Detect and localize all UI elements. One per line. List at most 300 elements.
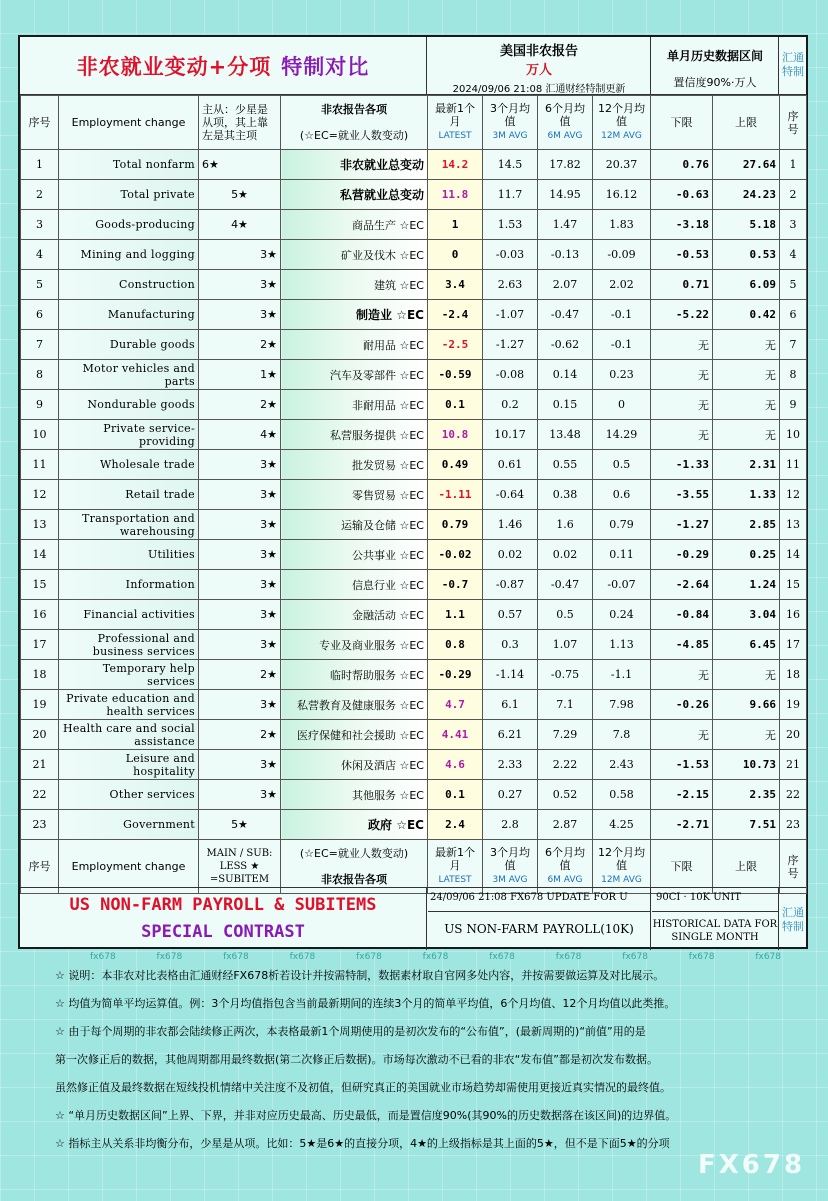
row-avg3: 11.7 — [483, 180, 538, 210]
row-no-right: 16 — [780, 600, 807, 630]
row-avg12: 0 — [593, 390, 651, 420]
row-en-name: Financial activities — [59, 600, 199, 630]
row-star: 3★ — [199, 480, 281, 510]
row-cn-name: 临时帮助服务 ☆EC — [281, 660, 428, 690]
col-avg6-foot: 6个月均值 6M AVG — [538, 840, 593, 894]
row-avg12: 14.29 — [593, 420, 651, 450]
footer-title-line2: SPECIAL CONTRAST — [141, 922, 305, 942]
report-cell — [428, 37, 651, 95]
row-high: 0.53 — [713, 240, 780, 270]
row-avg12: -0.1 — [593, 330, 651, 360]
row-avg3: 6.1 — [483, 690, 538, 720]
row-no: 19 — [21, 690, 59, 720]
row-avg12: -0.09 — [593, 240, 651, 270]
col-en-foot: Employment change — [59, 840, 199, 894]
row-avg6: 0.5 — [538, 600, 593, 630]
table-row — [21, 540, 807, 570]
row-avg3: 0.2 — [483, 390, 538, 420]
row-avg3: -1.07 — [483, 300, 538, 330]
row-no-right: 9 — [780, 390, 807, 420]
row-no-right: 19 — [780, 690, 807, 720]
brand-watermark: FX678 — [698, 1150, 806, 1180]
row-avg6: -0.47 — [538, 300, 593, 330]
row-no: 17 — [21, 630, 59, 660]
col-cn: 非农报告各项 (☆EC=就业人数变动) — [281, 96, 428, 150]
row-high: 6.45 — [713, 630, 780, 660]
table-row — [21, 150, 807, 180]
row-en-name: Wholesale trade — [59, 450, 199, 480]
col-high: 上限 — [713, 96, 780, 150]
row-no: 10 — [21, 420, 59, 450]
row-low: -5.22 — [651, 300, 713, 330]
row-avg12: 0.23 — [593, 360, 651, 390]
row-avg12: -1.1 — [593, 660, 651, 690]
footer-history — [652, 888, 779, 950]
row-latest: 0.49 — [428, 450, 483, 480]
row-no: 2 — [21, 180, 59, 210]
row-cn-name: 政府 ☆EC — [281, 810, 428, 840]
row-low: 无 — [651, 660, 713, 690]
row-high: 2.85 — [713, 510, 780, 540]
row-low: -1.27 — [651, 510, 713, 540]
row-avg12: 0.5 — [593, 450, 651, 480]
note-line: ☆ 说明：本非农对比表格由汇通财经FX678析若设计并按需特制，数据素材取自官网多处内容，并按需要做运算及对比展示。 — [55, 969, 665, 982]
row-no: 15 — [21, 570, 59, 600]
report-unit: 万人 — [525, 63, 552, 78]
table-row — [21, 720, 807, 750]
row-avg6: 0.38 — [538, 480, 593, 510]
row-avg3: -1.27 — [483, 330, 538, 360]
row-latest: -2.5 — [428, 330, 483, 360]
row-star: 3★ — [199, 270, 281, 300]
table-row — [21, 480, 807, 510]
col-en: Employment change — [59, 96, 199, 150]
col-avg3: 3个月均值 3M AVG — [483, 96, 538, 150]
col-latest: 最新1个月 LATEST — [428, 96, 483, 150]
row-latest: 0.8 — [428, 630, 483, 660]
row-low: -0.53 — [651, 240, 713, 270]
row-star: 4★ — [199, 210, 281, 240]
table-row — [21, 450, 807, 480]
row-star: 3★ — [199, 630, 281, 660]
row-cn-name: 非农就业总变动 — [281, 150, 428, 180]
row-no-right: 5 — [780, 270, 807, 300]
row-no-right: 4 — [780, 240, 807, 270]
row-star: 2★ — [199, 330, 281, 360]
footer-title — [20, 888, 427, 950]
row-en-name: Government — [59, 810, 199, 840]
row-no: 18 — [21, 660, 59, 690]
row-high: 9.66 — [713, 690, 780, 720]
column-header-row — [21, 96, 807, 150]
row-no-right: 21 — [780, 750, 807, 780]
row-star: 3★ — [199, 780, 281, 810]
row-cn-name: 公共事业 ☆EC — [281, 540, 428, 570]
row-avg12: 2.43 — [593, 750, 651, 780]
row-avg12: 0.11 — [593, 540, 651, 570]
row-no: 11 — [21, 450, 59, 480]
row-avg3: 14.5 — [483, 150, 538, 180]
row-avg6: -0.47 — [538, 570, 593, 600]
row-latest: 14.2 — [428, 150, 483, 180]
row-avg6: 0.52 — [538, 780, 593, 810]
row-no-right: 22 — [780, 780, 807, 810]
row-avg6: 1.47 — [538, 210, 593, 240]
row-avg3: 6.21 — [483, 720, 538, 750]
row-high: 10.73 — [713, 750, 780, 780]
row-cn-name: 运输及仓储 ☆EC — [281, 510, 428, 540]
row-no: 8 — [21, 360, 59, 390]
row-low: 无 — [651, 330, 713, 360]
row-en-name: Mining and logging — [59, 240, 199, 270]
row-en-name: Private service-providing — [59, 420, 199, 450]
row-avg12: 0.6 — [593, 480, 651, 510]
row-avg3: 1.46 — [483, 510, 538, 540]
row-cn-name: 其他服务 ☆EC — [281, 780, 428, 810]
row-latest: -0.7 — [428, 570, 483, 600]
table-row — [21, 240, 807, 270]
row-star: 3★ — [199, 690, 281, 720]
table-row — [21, 600, 807, 630]
row-no-right: 10 — [780, 420, 807, 450]
row-cn-name: 休闲及酒店 ☆EC — [281, 750, 428, 780]
row-low: -0.63 — [651, 180, 713, 210]
row-no-right: 23 — [780, 810, 807, 840]
row-latest: 4.7 — [428, 690, 483, 720]
row-no: 22 — [21, 780, 59, 810]
row-no-right: 18 — [780, 660, 807, 690]
row-cn-name: 建筑 ☆EC — [281, 270, 428, 300]
note-line: 第一次修正后的数据，其他周期都用最终数据(第二次修正后数据)。市场每次激动不已看的非农“发布值”都是初次发布数据。 — [55, 1053, 658, 1066]
history-sub: 置信度90%·万人 — [673, 76, 757, 89]
table-row — [21, 570, 807, 600]
row-en-name: Leisure and hospitality — [59, 750, 199, 780]
row-cn-name: 非耐用品 ☆EC — [281, 390, 428, 420]
table-footer — [20, 887, 806, 949]
row-cn-name: 专业及商业服务 ☆EC — [281, 630, 428, 660]
row-en-name: Manufacturing — [59, 300, 199, 330]
row-high: 0.42 — [713, 300, 780, 330]
col-no-foot: 序号 — [21, 840, 59, 894]
row-star: 3★ — [199, 750, 281, 780]
row-star: 3★ — [199, 540, 281, 570]
col-avg6: 6个月均值 6M AVG — [538, 96, 593, 150]
row-avg3: 0.3 — [483, 630, 538, 660]
row-latest: 0.1 — [428, 780, 483, 810]
row-no-right: 7 — [780, 330, 807, 360]
row-avg6: 2.87 — [538, 810, 593, 840]
row-avg12: 1.13 — [593, 630, 651, 660]
row-low: 无 — [651, 420, 713, 450]
row-star: 4★ — [199, 420, 281, 450]
row-high: 2.31 — [713, 450, 780, 480]
row-en-name: Goods-producing — [59, 210, 199, 240]
row-latest: 0.79 — [428, 510, 483, 540]
row-star: 3★ — [199, 300, 281, 330]
row-avg3: 0.27 — [483, 780, 538, 810]
col-star: 主从：少星是从项，其上靠左是其主项 — [199, 96, 281, 150]
history-range-cell — [652, 37, 779, 95]
table-row — [21, 780, 807, 810]
row-avg3: -0.03 — [483, 240, 538, 270]
row-low: -0.26 — [651, 690, 713, 720]
table-row — [21, 180, 807, 210]
row-no: 5 — [21, 270, 59, 300]
row-high: 无 — [713, 390, 780, 420]
note-line: ☆ 指标主从关系非均衡分布，少星是从项。比如：5★是6★的直接分项，4★的上级指标是其上面的5★，但不是下面5★的分项 — [55, 1137, 670, 1150]
row-cn-name: 零售贸易 ☆EC — [281, 480, 428, 510]
row-no-right: 6 — [780, 300, 807, 330]
col-low: 下限 — [651, 96, 713, 150]
row-avg6: 14.95 — [538, 180, 593, 210]
row-low: -0.29 — [651, 540, 713, 570]
row-no: 12 — [21, 480, 59, 510]
report-title: 美国非农报告 — [499, 44, 578, 59]
data-table — [20, 95, 807, 894]
col-avg3-foot: 3个月均值 3M AVG — [483, 840, 538, 894]
table-row — [21, 420, 807, 450]
row-star: 2★ — [199, 390, 281, 420]
col-no-right: 序号 — [780, 96, 807, 150]
row-avg12: 1.83 — [593, 210, 651, 240]
table-row — [21, 750, 807, 780]
row-avg3: -0.87 — [483, 570, 538, 600]
row-cn-name: 批发贸易 ☆EC — [281, 450, 428, 480]
row-star: 2★ — [199, 660, 281, 690]
row-avg6: 17.82 — [538, 150, 593, 180]
footer-report — [428, 888, 651, 950]
row-avg6: -0.75 — [538, 660, 593, 690]
col-avg12-foot: 12个月均值 12M AVG — [593, 840, 651, 894]
row-avg6: 0.55 — [538, 450, 593, 480]
table-row — [21, 690, 807, 720]
table-row — [21, 390, 807, 420]
row-no: 14 — [21, 540, 59, 570]
row-avg12: 7.98 — [593, 690, 651, 720]
row-no-right: 11 — [780, 450, 807, 480]
row-star: 1★ — [199, 360, 281, 390]
page-title: 非农就业变动+分项 特制对比 — [76, 55, 370, 79]
row-avg6: 0.02 — [538, 540, 593, 570]
row-latest: -1.11 — [428, 480, 483, 510]
footer-report-name: US NON-FARM PAYROLL(10K) — [444, 922, 634, 936]
row-high: 24.23 — [713, 180, 780, 210]
row-avg3: -0.64 — [483, 480, 538, 510]
row-high: 5.18 — [713, 210, 780, 240]
row-avg6: -0.13 — [538, 240, 593, 270]
col-latest-foot: 最新1个月 LATEST — [428, 840, 483, 894]
row-en-name: Retail trade — [59, 480, 199, 510]
row-avg3: 0.02 — [483, 540, 538, 570]
row-cn-name: 制造业 ☆EC — [281, 300, 428, 330]
row-no: 9 — [21, 390, 59, 420]
table-row — [21, 630, 807, 660]
row-high: 无 — [713, 660, 780, 690]
row-en-name: Motor vehicles and parts — [59, 360, 199, 390]
row-high: 无 — [713, 720, 780, 750]
row-cn-name: 私营服务提供 ☆EC — [281, 420, 428, 450]
col-star-foot: MAIN / SUB: LESS ★ =SUBITEM — [199, 840, 281, 894]
row-low: -2.71 — [651, 810, 713, 840]
col-cn-foot: (☆EC=就业人数变动) 非农报告各项 — [281, 840, 428, 894]
row-no: 21 — [21, 750, 59, 780]
row-latest: -0.29 — [428, 660, 483, 690]
row-avg6: 7.1 — [538, 690, 593, 720]
row-latest: -0.02 — [428, 540, 483, 570]
row-low: 无 — [651, 720, 713, 750]
row-avg12: -0.07 — [593, 570, 651, 600]
row-no-right: 14 — [780, 540, 807, 570]
table-row — [21, 660, 807, 690]
row-latest: -2.4 — [428, 300, 483, 330]
row-en-name: Total private — [59, 180, 199, 210]
row-avg6: -0.62 — [538, 330, 593, 360]
row-cn-name: 医疗保健和社会援助 ☆EC — [281, 720, 428, 750]
row-low: -3.55 — [651, 480, 713, 510]
row-star: 2★ — [199, 720, 281, 750]
row-cn-name: 私营就业总变动 — [281, 180, 428, 210]
row-cn-name: 矿业及伐木 ☆EC — [281, 240, 428, 270]
row-no: 13 — [21, 510, 59, 540]
row-high: 27.64 — [713, 150, 780, 180]
row-no-right: 2 — [780, 180, 807, 210]
row-cn-name: 金融活动 ☆EC — [281, 600, 428, 630]
row-avg3: -1.14 — [483, 660, 538, 690]
row-avg3: 2.33 — [483, 750, 538, 780]
row-avg12: 2.02 — [593, 270, 651, 300]
table-header — [20, 37, 806, 95]
row-low: -1.33 — [651, 450, 713, 480]
row-star: 3★ — [199, 570, 281, 600]
title-cell — [20, 37, 427, 95]
row-avg6: 1.6 — [538, 510, 593, 540]
row-high: 无 — [713, 420, 780, 450]
row-cn-name: 私营教育及健康服务 ☆EC — [281, 690, 428, 720]
col-high-foot: 上限 — [713, 840, 780, 894]
table-row — [21, 210, 807, 240]
row-latest: 11.8 — [428, 180, 483, 210]
row-low: 无 — [651, 390, 713, 420]
row-avg12: 0.24 — [593, 600, 651, 630]
row-avg6: 1.07 — [538, 630, 593, 660]
row-en-name: Temporary help services — [59, 660, 199, 690]
col-low-foot: 下限 — [651, 840, 713, 894]
note-line: ☆ “单月历史数据区间”上界、下界，并非对应历史最高、历史最低，而是置信度90%(其90%的历史数据落在该区间)的边界值。 — [55, 1109, 677, 1122]
row-cn-name: 信息行业 ☆EC — [281, 570, 428, 600]
table-row — [21, 270, 807, 300]
note-line: ☆ 由于每个周期的非农都会陆续修正两次，本表格最新1个周期使用的是初次发布的“公布值”，(最新周期的)“前值”用的是 — [55, 1025, 646, 1038]
row-no-right: 3 — [780, 210, 807, 240]
row-latest: -0.59 — [428, 360, 483, 390]
row-no-right: 8 — [780, 360, 807, 390]
row-star: 3★ — [199, 510, 281, 540]
table-row — [21, 360, 807, 390]
row-avg6: 13.48 — [538, 420, 593, 450]
row-low: -1.53 — [651, 750, 713, 780]
row-latest: 0 — [428, 240, 483, 270]
row-no: 6 — [21, 300, 59, 330]
row-no-right: 1 — [780, 150, 807, 180]
row-cn-name: 商品生产 ☆EC — [281, 210, 428, 240]
table-frame — [18, 35, 808, 949]
row-latest: 10.8 — [428, 420, 483, 450]
row-no: 7 — [21, 330, 59, 360]
row-low: 无 — [651, 360, 713, 390]
report-update: 2024/09/06 21:08 汇通财经特制更新 — [452, 84, 626, 95]
column-footer-row — [21, 840, 807, 894]
row-high: 2.35 — [713, 780, 780, 810]
col-no: 序号 — [21, 96, 59, 150]
row-high: 1.24 — [713, 570, 780, 600]
row-star: 3★ — [199, 450, 281, 480]
row-high: 无 — [713, 330, 780, 360]
row-avg3: 2.8 — [483, 810, 538, 840]
note-line: 虽然修正值及最终数据在短线投机情绪中关注度不及初值，但研究真正的美国就业市场趋势却需使用更接近真实情况的最终值。 — [55, 1081, 671, 1094]
row-no-right: 15 — [780, 570, 807, 600]
footer-hist-unit: 90CI · 10K UNIT — [652, 888, 778, 912]
row-latest: 4.41 — [428, 720, 483, 750]
row-en-name: Total nonfarm — [59, 150, 199, 180]
row-low: -3.18 — [651, 210, 713, 240]
col-avg12: 12个月均值 12M AVG — [593, 96, 651, 150]
row-avg12: 0.58 — [593, 780, 651, 810]
row-no-right: 17 — [780, 630, 807, 660]
row-latest: 1 — [428, 210, 483, 240]
row-en-name: Transportation and warehousing — [59, 510, 199, 540]
row-cn-name: 汽车及零部件 ☆EC — [281, 360, 428, 390]
footer-title-line1: US NON-FARM PAYROLL & SUBITEMS — [69, 895, 377, 915]
row-en-name: Utilities — [59, 540, 199, 570]
row-no: 23 — [21, 810, 59, 840]
history-title: 单月历史数据区间 — [666, 49, 763, 63]
row-low: 0.76 — [651, 150, 713, 180]
table-row — [21, 810, 807, 840]
row-no: 3 — [21, 210, 59, 240]
row-star: 3★ — [199, 600, 281, 630]
row-no: 1 — [21, 150, 59, 180]
row-high: 7.51 — [713, 810, 780, 840]
watermark-row: fx678 fx678 fx678 fx678 fx678 fx678 fx678 fx678 fx678 fx678 fx678 — [90, 952, 782, 962]
table-row — [21, 510, 807, 540]
table-row — [21, 300, 807, 330]
row-latest: 2.4 — [428, 810, 483, 840]
row-avg3: -0.08 — [483, 360, 538, 390]
row-en-name: Health care and social assistance — [59, 720, 199, 750]
row-avg3: 10.17 — [483, 420, 538, 450]
row-no-right: 12 — [780, 480, 807, 510]
row-star: 5★ — [199, 180, 281, 210]
row-star: 5★ — [199, 810, 281, 840]
row-low: -4.85 — [651, 630, 713, 660]
row-avg3: 0.57 — [483, 600, 538, 630]
row-en-name: Other services — [59, 780, 199, 810]
row-low: -2.64 — [651, 570, 713, 600]
row-avg12: 20.37 — [593, 150, 651, 180]
row-star: 6★ — [199, 150, 281, 180]
row-avg6: 7.29 — [538, 720, 593, 750]
row-avg12: 0.79 — [593, 510, 651, 540]
side-tag: 汇通特制 — [782, 51, 804, 78]
row-high: 无 — [713, 360, 780, 390]
row-no: 16 — [21, 600, 59, 630]
footer-hist-desc: HISTORICAL DATA FOR SINGLE MONTH — [652, 919, 778, 943]
row-no-right: 20 — [780, 720, 807, 750]
row-avg12: -0.1 — [593, 300, 651, 330]
row-avg6: 2.07 — [538, 270, 593, 300]
footer-side-tag: 汇通特制 — [782, 906, 804, 933]
row-cn-name: 耐用品 ☆EC — [281, 330, 428, 360]
row-latest: 4.6 — [428, 750, 483, 780]
